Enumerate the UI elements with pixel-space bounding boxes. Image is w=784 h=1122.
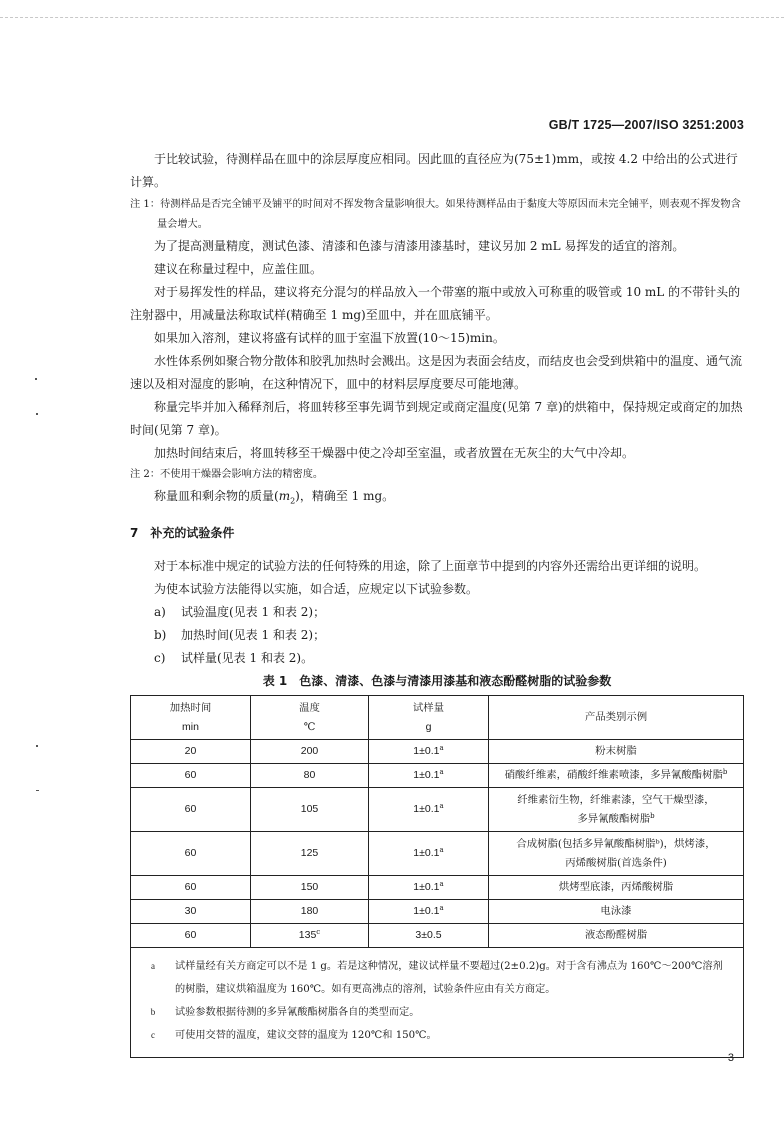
footnote-mark: a bbox=[151, 961, 155, 972]
cell-temp: 200 bbox=[300, 745, 319, 758]
table-cell bbox=[131, 788, 251, 832]
table-cell bbox=[131, 832, 251, 876]
cell-qty: 1±0.1 bbox=[413, 881, 440, 894]
table-cell bbox=[489, 924, 744, 948]
table-cell bbox=[131, 740, 251, 764]
footnote-ref: a bbox=[439, 744, 444, 753]
footnote-mark: c bbox=[151, 1030, 155, 1041]
table-cell bbox=[251, 900, 369, 924]
scan-speck bbox=[36, 745, 38, 747]
note-1: 注 1：待测样品是否完全铺平及铺平的时间对不挥发物含量影响很大。如果待测样品由于黏度大等原因而未完全铺平，则表观不挥发物含量会增大。 bbox=[130, 199, 741, 230]
paragraph: 对于本标准中规定的试验方法的任何特殊的用途，除了上面章节中提到的内容外还需给出更详细的说明。 bbox=[154, 559, 707, 574]
cell-qty: 1±0.1 bbox=[413, 905, 440, 918]
cell-temp: 125 bbox=[300, 847, 319, 860]
paragraph: 加热时间结束后，将皿转移至干燥器中使之冷却至室温，或者放置在无灰尘的大气中冷却。 bbox=[154, 446, 635, 460]
header-label: 温度 bbox=[299, 701, 320, 714]
note-2: 注 2：不使用干燥器会影响方法的精密度。 bbox=[130, 469, 324, 480]
table-cell bbox=[489, 900, 744, 924]
footnote bbox=[131, 1024, 743, 1047]
table-row bbox=[131, 764, 744, 788]
subscript: 2 bbox=[290, 496, 296, 506]
cell-time: 60 bbox=[184, 803, 197, 816]
list-marker: c) bbox=[154, 651, 166, 666]
table-cell bbox=[489, 764, 744, 788]
table-cell bbox=[131, 876, 251, 900]
cell-time: 60 bbox=[184, 847, 197, 860]
cell-temp: 80 bbox=[303, 769, 316, 782]
footnote-ref: a bbox=[439, 880, 444, 889]
table-cell bbox=[489, 832, 744, 876]
table-caption: 表 1 色漆、清漆、色漆与清漆用漆基和液态酚醛树脂的试验参数 bbox=[262, 674, 612, 689]
cell-example: 液态酚醛树脂 bbox=[584, 929, 648, 942]
list-text: 试样量(见表 1 和表 2)。 bbox=[181, 651, 314, 666]
table-cell bbox=[131, 924, 251, 948]
footnote-ref: b bbox=[650, 811, 655, 820]
cell-time: 60 bbox=[184, 881, 197, 894]
document-body bbox=[130, 148, 744, 1058]
footnote bbox=[131, 1001, 743, 1024]
paragraph: 水性体系例如聚合物分散体和胶乳加热时会溅出。这是因为表面会结皮，而结皮也会受到烘箱中的温度、通气流速以及相对湿度的影响，在这种情况下，皿中的材料层厚度要尽可能地薄。 bbox=[130, 354, 743, 391]
scan-speck bbox=[35, 378, 37, 380]
list-text: 加热时间(见表 1 和表 2)； bbox=[181, 628, 326, 643]
table-cell bbox=[369, 876, 489, 900]
table-cell bbox=[369, 900, 489, 924]
table-cell bbox=[369, 832, 489, 876]
cell-temp: 180 bbox=[300, 905, 319, 918]
header-label: 产品类别示例 bbox=[584, 711, 648, 724]
table-row bbox=[131, 876, 744, 900]
page-top-rule bbox=[0, 17, 784, 18]
header-cell bbox=[251, 696, 369, 740]
paragraph: 为使本试验方法能得以实施，如合适，应规定以下试验参数。 bbox=[154, 582, 479, 597]
cell-example: 纤维素衍生物，纤维素漆，空气干燥型漆， bbox=[517, 793, 715, 806]
cell-temp: 135 bbox=[298, 929, 317, 942]
table-cell bbox=[489, 876, 744, 900]
table-cell bbox=[131, 900, 251, 924]
table-cell bbox=[369, 788, 489, 832]
table-row bbox=[131, 900, 744, 924]
cell-example: 烘烤型底漆，丙烯酸树脂 bbox=[558, 881, 674, 894]
header-label: 试样量 bbox=[412, 701, 445, 714]
header-cell bbox=[131, 696, 251, 740]
list-item bbox=[130, 601, 744, 624]
list-item bbox=[130, 624, 744, 647]
header-cell bbox=[369, 696, 489, 740]
footnote-ref: a bbox=[439, 846, 444, 855]
cell-example: 硝酸纤维素，硝酸纤维素喷漆，多异氰酸酯树脂 bbox=[504, 769, 723, 782]
table-footnotes bbox=[130, 948, 744, 1058]
table-row bbox=[131, 832, 744, 876]
paragraph: 如果加入溶剂，建议将盛有试样的皿于室温下放置(10～15)min。 bbox=[154, 331, 505, 345]
scan-speck bbox=[36, 413, 38, 415]
paragraph: 对于易挥发性的样品，建议将充分混匀的样品放入一个带塞的瓶中或放入可称重的吸管或 10 mL 的不带针头的注射器中，用减量法称取试样(精确至 1 mg)至皿中，并在皿底铺平。 bbox=[130, 285, 741, 322]
scan-speck bbox=[36, 790, 39, 791]
table-cell bbox=[131, 764, 251, 788]
cell-example: 合成树脂(包括多异氰酸酯树脂ᵇ)，烘烤漆， bbox=[516, 837, 716, 850]
table-cell bbox=[251, 740, 369, 764]
footnote bbox=[131, 955, 743, 1001]
footnote-mark: b bbox=[150, 1007, 156, 1018]
paragraph: 于比较试验，待测样品在皿中的涂层厚度应相同。因此皿的直径应为(75±1)mm，或按 4.2 中给出的公式进行计算。 bbox=[130, 152, 738, 189]
parameters-table bbox=[130, 695, 744, 948]
header-unit: min bbox=[182, 720, 199, 733]
table-cell bbox=[251, 764, 369, 788]
variable-m: m bbox=[278, 489, 291, 503]
cell-time: 30 bbox=[184, 905, 197, 918]
cell-qty: 1±0.1 bbox=[413, 803, 440, 816]
table-cell bbox=[251, 832, 369, 876]
list-text: 试验温度(见表 1 和表 2)； bbox=[181, 605, 326, 620]
table-header-row bbox=[131, 696, 744, 740]
cell-time: 60 bbox=[184, 929, 197, 942]
paragraph: 建议在称量过程中，应盖住皿。 bbox=[154, 262, 323, 276]
table-cell bbox=[369, 924, 489, 948]
list-item bbox=[130, 647, 744, 670]
cell-qty: 1±0.1 bbox=[413, 745, 440, 758]
text-run: 称量皿和剩余物的质量( bbox=[154, 489, 279, 503]
table-cell bbox=[251, 924, 369, 948]
table-row bbox=[131, 788, 744, 832]
header-label: 加热时间 bbox=[169, 701, 212, 714]
cell-temp: 105 bbox=[300, 803, 319, 816]
table-cell bbox=[489, 740, 744, 764]
cell-example: 电泳漆 bbox=[600, 905, 632, 918]
cell-temp: 150 bbox=[300, 881, 319, 894]
page-number: 3 bbox=[727, 1052, 734, 1064]
cell-time: 60 bbox=[184, 769, 197, 782]
table-row bbox=[131, 924, 744, 948]
table-cell bbox=[251, 876, 369, 900]
cell-example: 粉末树脂 bbox=[595, 745, 637, 758]
cell-qty: 1±0.1 bbox=[413, 769, 440, 782]
text-run: )，精确至 1 mg。 bbox=[295, 489, 395, 503]
paragraph-mass bbox=[130, 485, 744, 512]
section-heading: 7 补充的试验条件 bbox=[130, 526, 235, 541]
table-cell bbox=[369, 740, 489, 764]
footnote-ref: a bbox=[439, 768, 444, 777]
table-cell bbox=[369, 764, 489, 788]
table-cell bbox=[251, 788, 369, 832]
footnote-ref: c bbox=[316, 928, 321, 937]
cell-example-line2: 丙烯酸树脂(首选条件) bbox=[565, 856, 667, 869]
table-row bbox=[131, 740, 744, 764]
table-cell bbox=[489, 788, 744, 832]
cell-qty: 3±0.5 bbox=[415, 929, 442, 942]
cell-example-line2: 多异氰酸酯树脂 bbox=[577, 812, 651, 825]
footnote-ref: b bbox=[722, 768, 728, 777]
header-unit: ℃ bbox=[303, 720, 316, 733]
list-marker: a) bbox=[154, 605, 166, 620]
footnote-text: 可使用交替的温度，建议交替的温度为 120℃和 150℃。 bbox=[175, 1030, 437, 1042]
footnote-text: 试验参数根据待测的多异氰酸酯树脂各自的类型而定。 bbox=[175, 1007, 420, 1019]
footnote-ref: a bbox=[439, 802, 444, 811]
cell-time: 20 bbox=[184, 745, 197, 758]
header-unit: g bbox=[425, 720, 432, 733]
paragraph: 为了提高测量精度，测试色漆、清漆和色漆与清漆用漆基时，建议另加 2 mL 易挥发的适宜的溶剂。 bbox=[154, 239, 685, 253]
footnote-text: 试样量经有关方商定可以不是 1 g。若是这种情况，建议试样量不要超过(2±0.2)g。对于含有沸点为 160℃～200℃溶剂的树脂，建议烘箱温度为 160℃。如有更高沸点的溶剂，试验条件应由有关方商定。 bbox=[175, 961, 723, 996]
list-marker: b) bbox=[154, 628, 167, 643]
header-cell bbox=[489, 696, 744, 740]
paragraph: 称量完毕并加入稀释剂后，将皿转移至事先调节到规定或商定温度(见第 7 章)的烘箱中，保持规定或商定的加热时间(见第 7 章)。 bbox=[130, 400, 743, 437]
standard-number-header: GB/T 1725—2007/ISO 3251:2003 bbox=[548, 118, 744, 132]
cell-qty: 1±0.1 bbox=[413, 847, 440, 860]
footnote-ref: a bbox=[439, 904, 444, 913]
